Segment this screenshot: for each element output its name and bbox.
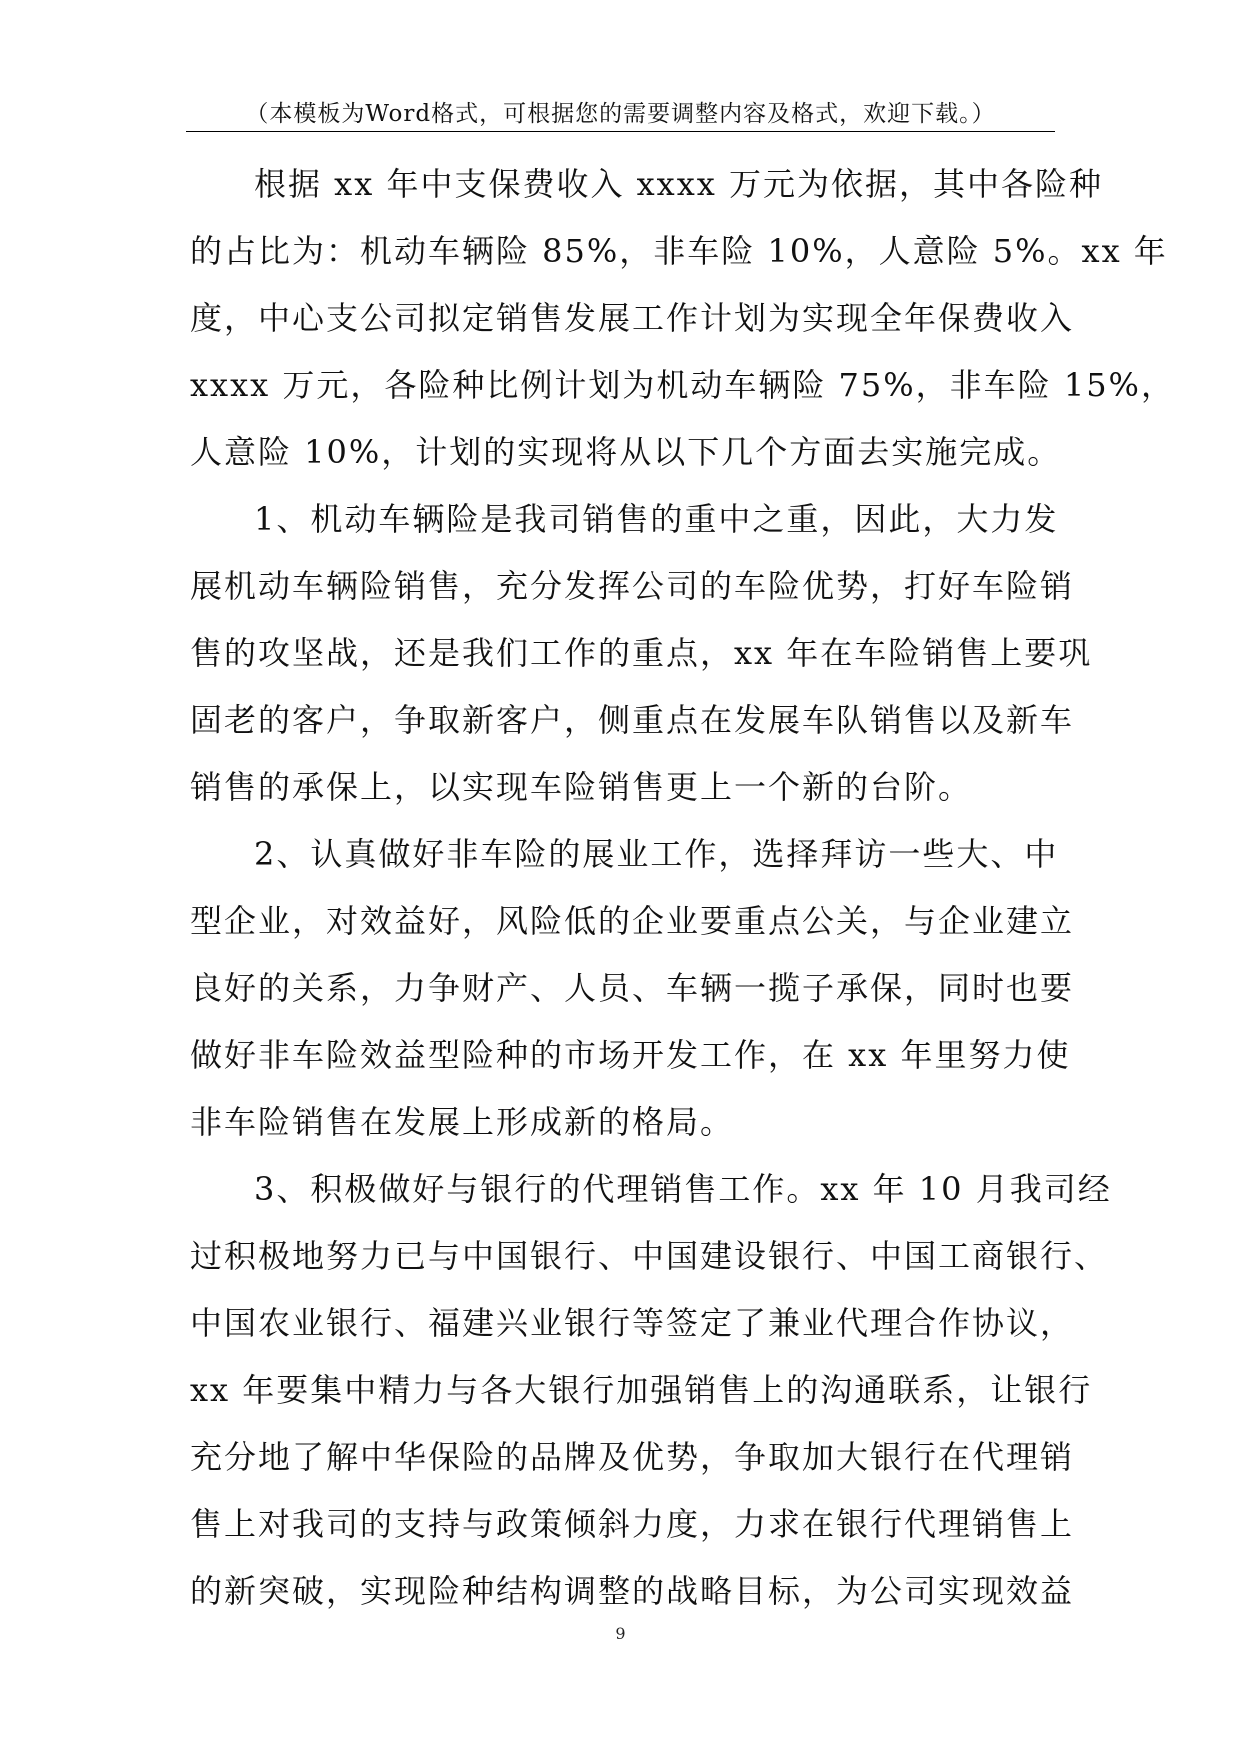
paragraph-line: 过积极地努力已与中国银行、中国建设银行、中国工商银行、 bbox=[190, 1237, 1109, 1275]
paragraph-1 bbox=[190, 158, 1175, 493]
paragraph-line: 充分地了解中华保险的品牌及优势，争取加大银行在代理销 bbox=[190, 1438, 1075, 1476]
paragraph-line: 销售的承保上，以实现车险销售更上一个新的台阶。 bbox=[190, 768, 973, 806]
paragraph-line: 售上对我司的支持与政策倾斜力度，力求在银行代理销售上 bbox=[190, 1505, 1075, 1543]
paragraph-line: 做好非车险效益型险种的市场开发工作，在 xx 年里努力使 bbox=[190, 1036, 1071, 1074]
paragraph-line: 度，中心支公司拟定销售发展工作计划为实现全年保费收入 bbox=[190, 299, 1075, 337]
page-number: 9 bbox=[615, 1624, 626, 1643]
paragraph-3 bbox=[190, 828, 1075, 1163]
paragraph-line: 根据 xx 年中支保费收入 xxxx 万元为依据，其中各险种 bbox=[254, 165, 1103, 203]
paragraph-line: 人意险 10%，计划的实现将从以下几个方面去实施完成。 bbox=[190, 433, 1062, 471]
paragraph-line: 3、积极做好与银行的代理销售工作。xx 年 10 月我司经 bbox=[254, 1170, 1112, 1208]
paragraph-line: 良好的关系，力争财产、人员、车辆一揽子承保，同时也要 bbox=[190, 969, 1075, 1007]
paragraph-line: 2、认真做好非车险的展业工作，选择拜访一些大、中 bbox=[254, 835, 1059, 873]
paragraph-line: xx 年要集中精力与各大银行加强销售上的沟通联系，让银行 bbox=[190, 1371, 1093, 1409]
paragraph-4 bbox=[190, 1163, 1112, 1632]
paragraph-line: 固老的客户，争取新客户，侧重点在发展车队销售以及新车 bbox=[190, 701, 1075, 739]
header-divider bbox=[186, 131, 1055, 132]
paragraph-line: xxxx 万元，各险种比例计划为机动车辆险 75%，非车险 15%， bbox=[190, 366, 1175, 404]
paragraph-line: 型企业，对效益好，风险低的企业要重点公关，与企业建立 bbox=[190, 902, 1075, 940]
paragraph-2 bbox=[190, 493, 1093, 828]
page-header: （本模板为Word格式，可根据您的需要调整内容及格式，欢迎下载。） bbox=[245, 101, 996, 127]
paragraph-line: 展机动车辆险销售，充分发挥公司的车险优势，打好车险销 bbox=[190, 567, 1075, 605]
paragraph-line: 的新突破，实现险种结构调整的战略目标，为公司实现效益 bbox=[190, 1572, 1075, 1610]
paragraph-line: 的占比为：机动车辆险 85%，非车险 10%，人意险 5%。xx 年 bbox=[190, 232, 1168, 270]
paragraph-line: 售的攻坚战，还是我们工作的重点，xx 年在车险销售上要巩 bbox=[190, 634, 1093, 672]
document-body bbox=[190, 158, 1175, 1632]
paragraph-line: 中国农业银行、福建兴业银行等签定了兼业代理合作协议， bbox=[190, 1304, 1075, 1342]
paragraph-line: 非车险销售在发展上形成新的格局。 bbox=[190, 1103, 735, 1141]
paragraph-line: 1、机动车辆险是我司销售的重中之重，因此，大力发 bbox=[254, 500, 1059, 538]
